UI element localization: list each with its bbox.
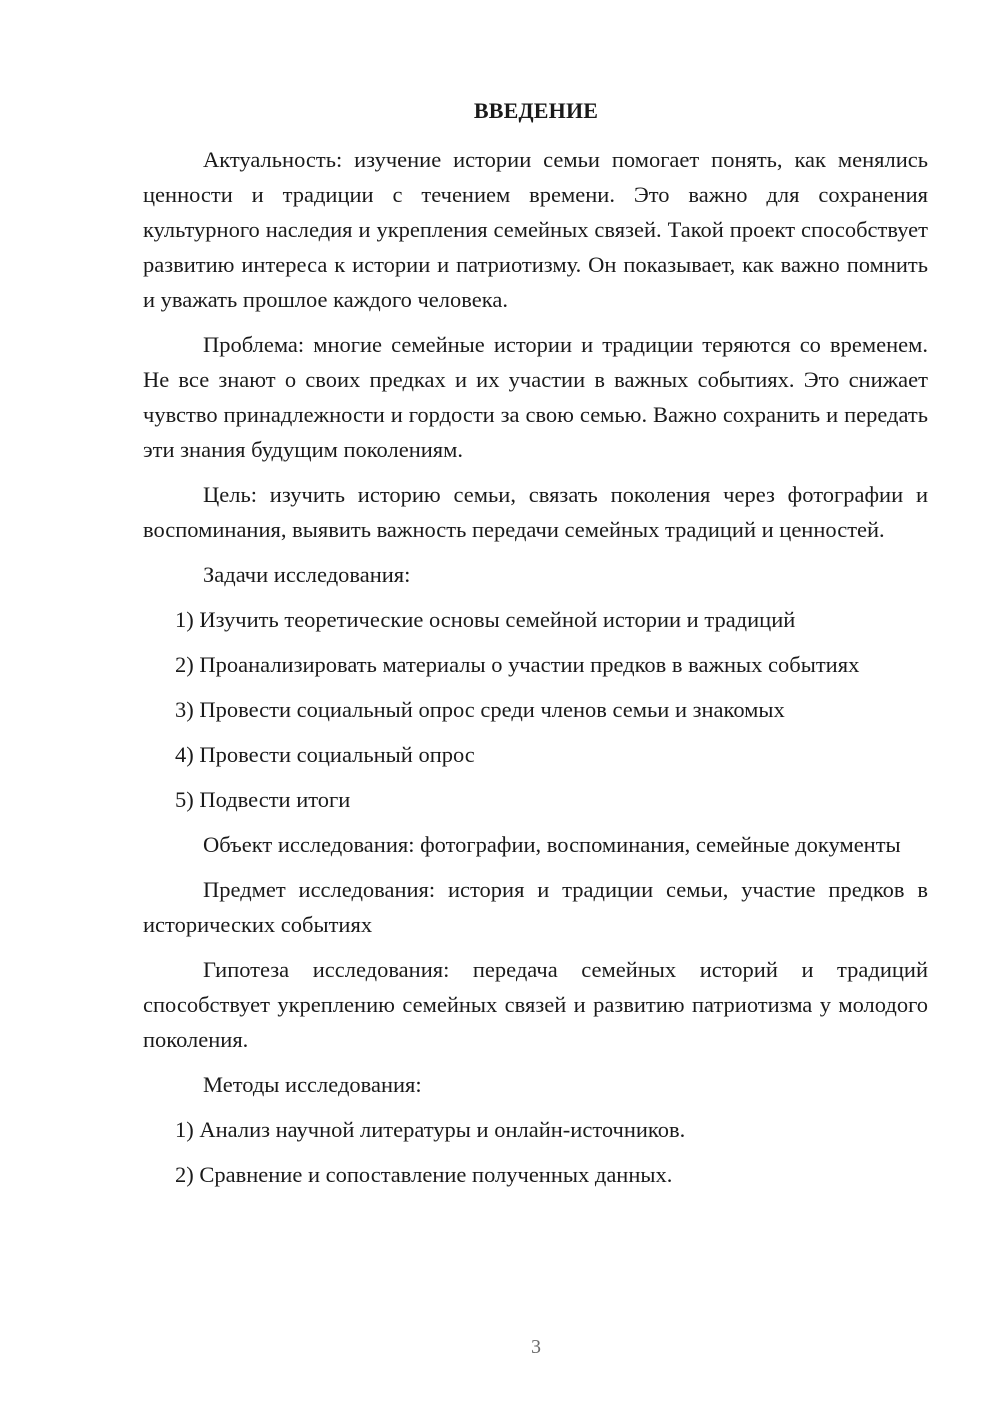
task-item-2: 2) Проанализировать материалы о участии предков в важных событиях	[175, 652, 860, 677]
document-body	[143, 142, 928, 1202]
method-item-2: 2) Сравнение и сопоставление полученных данных.	[175, 1162, 673, 1187]
paragraph-problem: Проблема: многие семейные истории и традиции теряются со временем. Не все знают о своих предках и их участии в важных событиях. Это снижает чувство принадлежности и гордости за свою семью. Важно сохранить и передать эти знания будущим поколениям.	[143, 332, 928, 462]
task-item-5: 5) Подвести итоги	[175, 787, 351, 812]
task-item-3: 3) Провести социальный опрос среди членов семьи и знакомых	[175, 697, 785, 722]
page-title: ВВЕДЕНИЕ	[473, 98, 599, 123]
page-number: 3	[531, 1336, 541, 1358]
paragraph-goal: Цель: изучить историю семьи, связать поколения через фотографии и воспоминания, выявить важность передачи семейных традиций и ценностей.	[143, 482, 928, 542]
method-item-1: 1) Анализ научной литературы и онлайн-источников.	[175, 1117, 686, 1142]
tasks-title: Задачи исследования:	[203, 562, 411, 587]
paragraph-subject: Предмет исследования: история и традиции семьи, участие предков в исторических событиях	[143, 877, 928, 937]
paragraph-object: Объект исследования: фотографии, воспоминания, семейные документы	[203, 832, 901, 857]
task-item-1: 1) Изучить теоретические основы семейной истории и традиций	[175, 607, 796, 632]
paragraph-relevance: Актуальность: изучение истории семьи помогает понять, как менялись ценности и традиции с течением времени. Это важно для сохранения культурного наследия и укрепления семейных связей. Такой проект способствует развитию интереса к истории и патриотизму. Он показывает, как важно помнить и уважать прошлое каждого человека.	[143, 147, 928, 312]
methods-title: Методы исследования:	[203, 1072, 422, 1097]
paragraph-hypothesis: Гипотеза исследования: передача семейных историй и традиций способствует укреплению семейных связей и развитию патриотизма у молодого поколения.	[143, 957, 928, 1052]
task-item-4: 4) Провести социальный опрос	[175, 742, 475, 767]
